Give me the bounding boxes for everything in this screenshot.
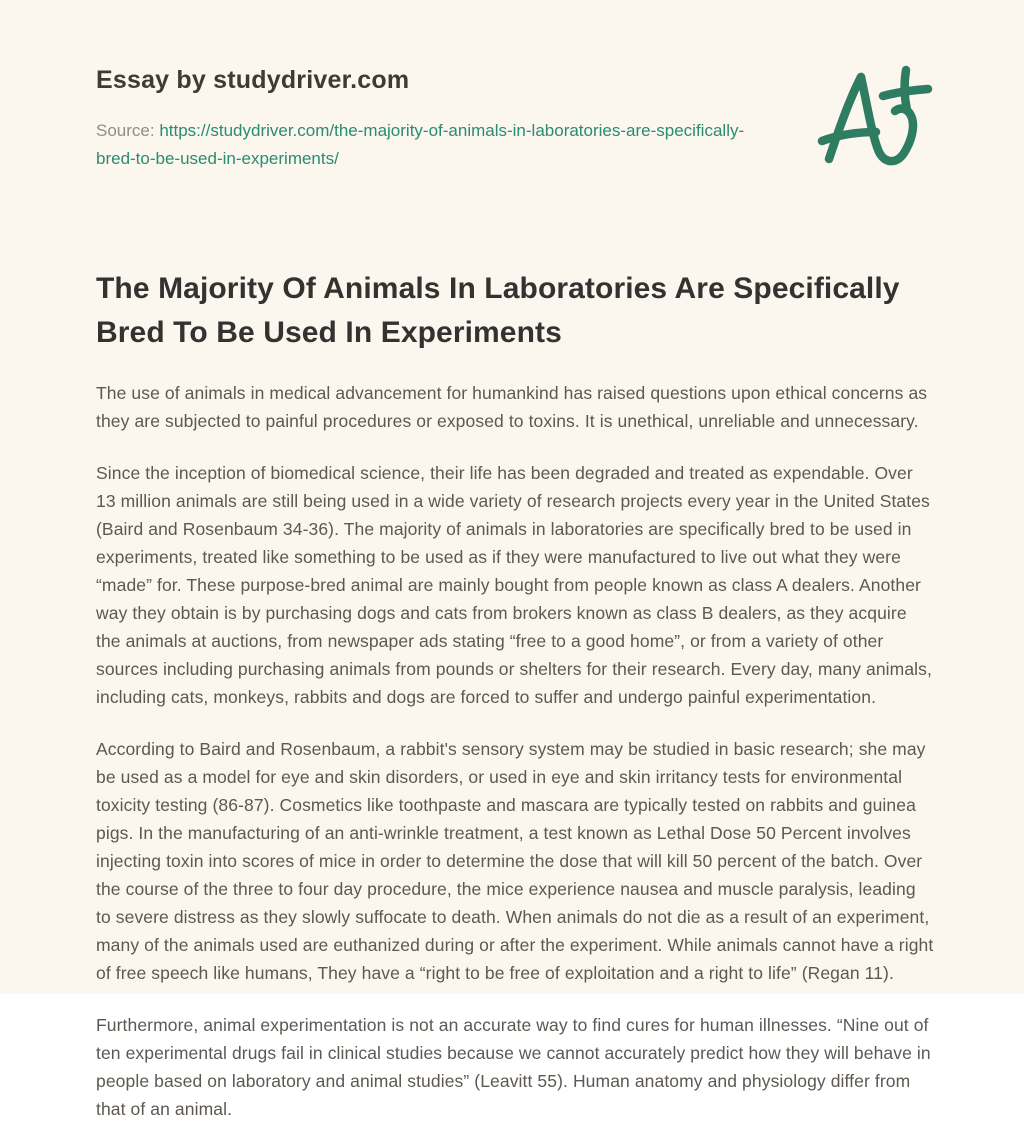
essay-article (96, 267, 934, 1123)
essay-paragraph-4: Furthermore, animal experimentation is not an accurate way to find cures for human illnesses. “Nine out of ten experimental drugs fail in clinical studies because we cannot accurately predict how they will behave in people based on laboratory and animal studies” (Leavitt 55). Human anatomy and physiology differ from that of an animal. (96, 1015, 931, 1119)
essay-paragraph-1: The use of animals in medical advancement for humankind has raised questions upon ethical concerns as they are subjected to painful procedures or exposed to toxins. It is unethical, unreliable and unnecessary. (96, 383, 928, 431)
source-label: Source: (96, 121, 155, 140)
source-line (96, 117, 768, 173)
essay-title: The Majority Of Animals In Laboratories Are Specifically Bred To Be Used In Experiments (96, 272, 900, 349)
studydriver-a-plus-logo-icon (816, 62, 934, 166)
document-title: Essay by studydriver.com (96, 66, 410, 94)
source-url-link[interactable]: https://studydriver.com/the-majority-of-animals-in-laboratories-are-specifically-bred-to-be-used-in-experiments/ (96, 121, 745, 168)
essay-paragraph-3: According to Baird and Rosenbaum, a rabbit's sensory system may be studied in basic research; she may be used as a model for eye and skin disorders, or used in eye and skin irritancy tests for environmental toxicity testing (86-87). Cosmetics like toothpaste and mascara are typically tested on rabbits and guinea pigs. In the manufacturing of an anti-wrinkle treatment, a test known as Lethal Dose 50 Percent involves injecting toxin into scores of mice in order to determine the dose that will kill 50 percent of the batch. Over the course of the three to four day procedure, the mice experience nausea and muscle paralysis, leading to severe distress as they slowly suffocate to death. When animals do not die as a result of an experiment, many of the animals used are euthanized during or after the experiment. While animals cannot have a right of free speech like humans, They have a “right to be free of exploitation and a right to life” (Regan 11). (96, 739, 934, 983)
header-text-block (96, 64, 768, 173)
essay-paragraph-2: Since the inception of biomedical science, their life has been degraded and treated as expendable. Over 13 million animals are still being used in a wide variety of research projects every year in the United States (Baird and Rosenbaum 34-36). The majority of animals in laboratories are specifically bred to be used in experiments, treated like something to be used as if they were manufactured to live out what they were “made” for. These purpose-bred animal are mainly bought from people known as class A dealers. Another way they obtain is by purchasing dogs and cats from brokers known as class B dealers, as they acquire the animals at auctions, from newspaper ads stating “free to a good home”, or from a variety of other sources including purchasing animals from pounds or shelters for their research. Every day, many animals, including cats, monkeys, rabbits and dogs are forced to suffer and undergo painful experimentation. (96, 463, 932, 707)
page-header (96, 64, 934, 173)
